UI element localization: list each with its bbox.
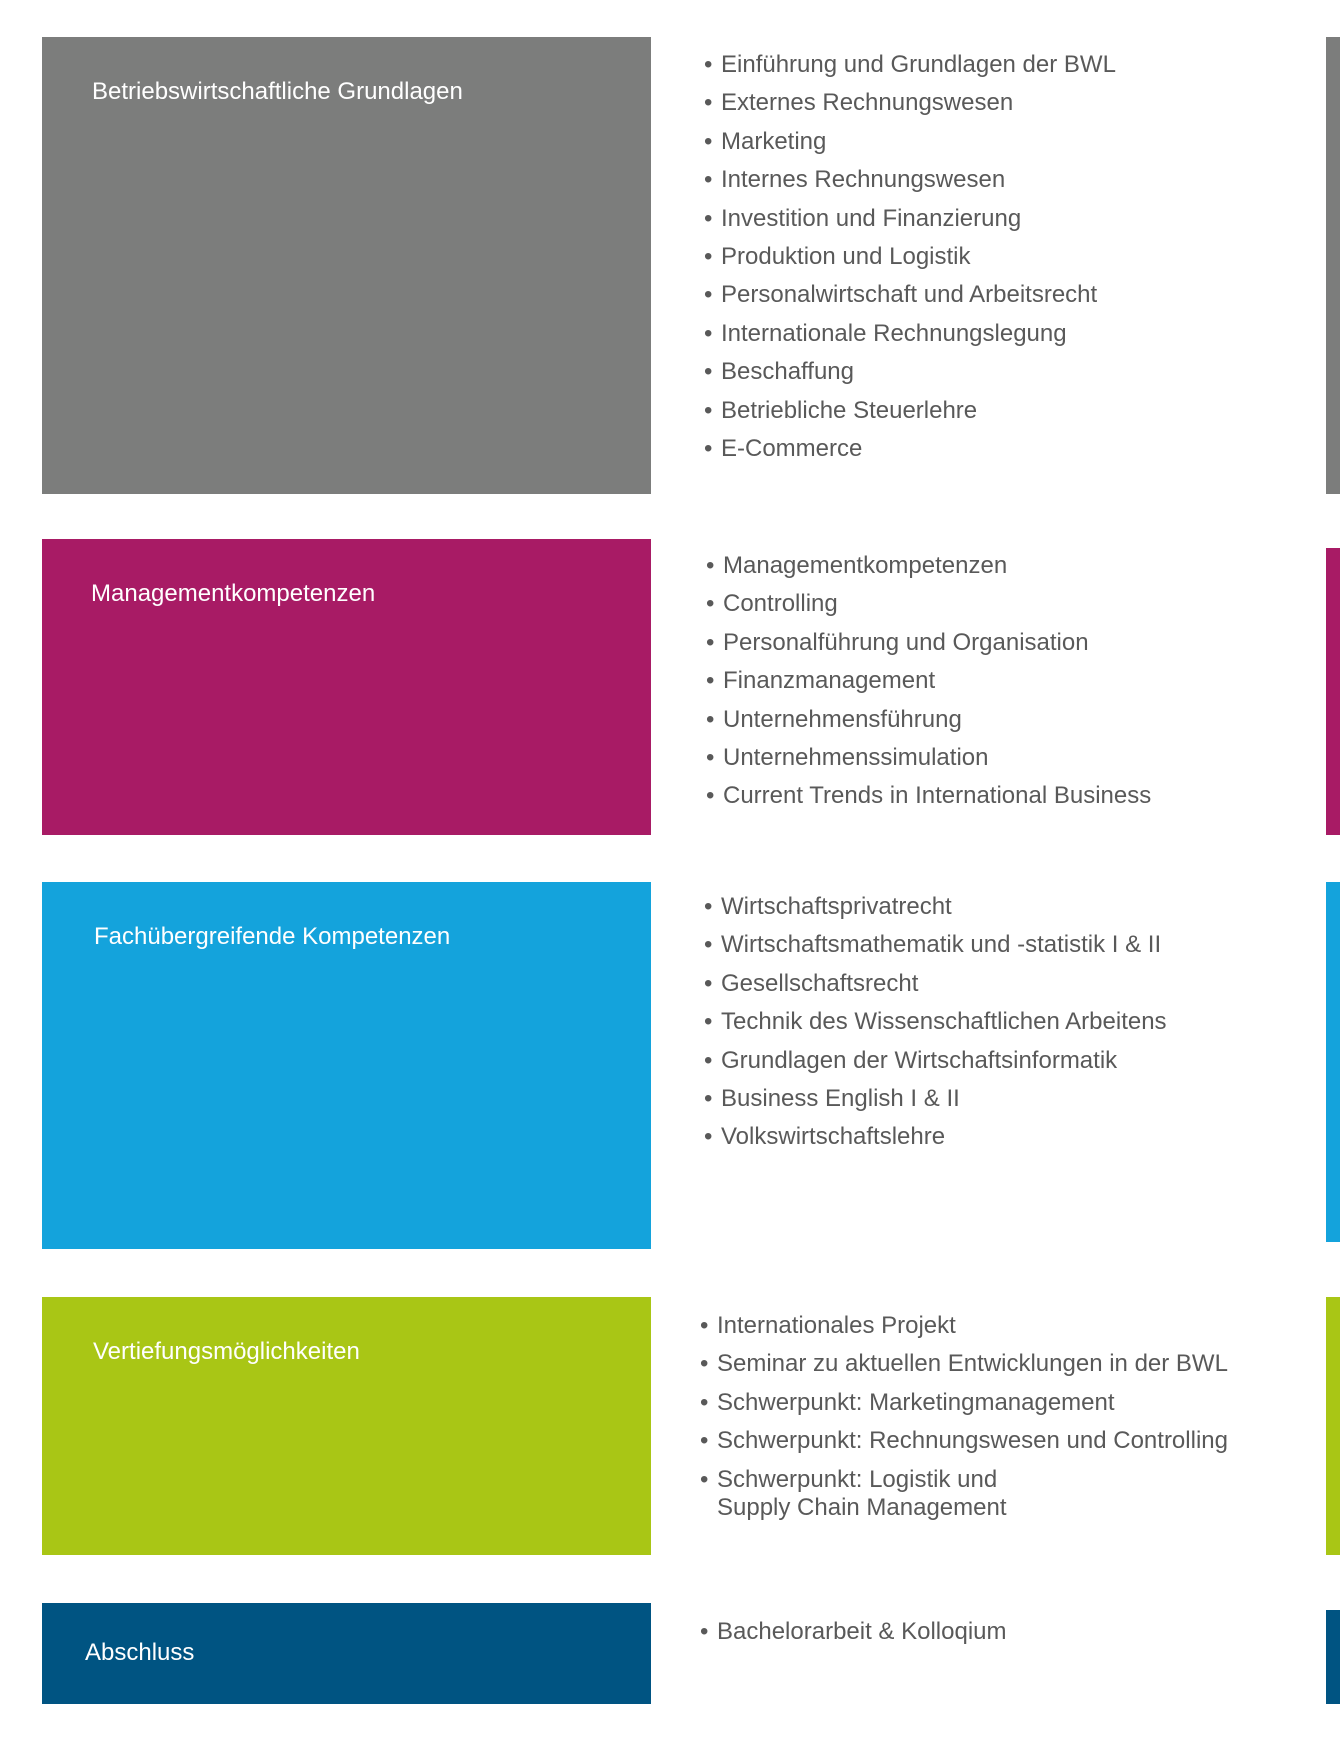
course-item-label: Schwerpunkt: Logistik und Supply Chain Management bbox=[717, 1465, 1007, 1521]
course-item bbox=[704, 926, 1167, 964]
category-block bbox=[42, 882, 651, 1249]
course-item bbox=[706, 585, 1151, 623]
course-item-label: Schwerpunkt: Marketingmanagement bbox=[717, 1388, 1115, 1416]
category-block bbox=[42, 1603, 651, 1704]
course-list bbox=[700, 1307, 1228, 1522]
course-item-label: Current Trends in International Business bbox=[723, 782, 1152, 810]
course-item-label: Einführung und Grundlagen der BWL bbox=[721, 51, 1116, 78]
course-item bbox=[704, 392, 1116, 430]
course-item bbox=[706, 777, 1151, 815]
section-betriebswirtschaftliche-grundlagen bbox=[0, 37, 1340, 494]
course-item bbox=[706, 547, 1151, 585]
edge-bar bbox=[1326, 882, 1340, 1242]
course-item bbox=[704, 46, 1116, 84]
edge-bar bbox=[1326, 1610, 1340, 1704]
category-title: Fachübergreifende Kompetenzen bbox=[94, 923, 451, 950]
course-item bbox=[704, 161, 1116, 199]
course-item bbox=[704, 965, 1167, 1003]
course-item bbox=[704, 1080, 1167, 1118]
course-item bbox=[700, 1613, 1007, 1651]
category-title: Managementkompetenzen bbox=[91, 580, 376, 607]
category-block bbox=[42, 37, 651, 494]
course-item-label: Externes Rechnungswesen bbox=[721, 89, 1014, 117]
course-item-label: Produktion und Logistik bbox=[721, 243, 971, 271]
course-item-label: Wirtschaftsprivatrecht bbox=[721, 893, 952, 920]
course-item-label: Seminar zu aktuellen Entwicklungen in der BWL bbox=[717, 1350, 1228, 1378]
course-item-label: Unternehmensführung bbox=[723, 705, 962, 733]
course-item-label: Betriebliche Steuerlehre bbox=[721, 396, 978, 424]
course-item-label: Internationales Projekt bbox=[717, 1312, 956, 1339]
section-abschluss bbox=[0, 1603, 1340, 1704]
course-item-label: Finanzmanagement bbox=[723, 667, 936, 695]
course-item bbox=[706, 624, 1151, 662]
course-list bbox=[704, 46, 1116, 468]
course-item bbox=[706, 701, 1151, 739]
course-item-label: Internes Rechnungswesen bbox=[721, 166, 1006, 194]
course-item bbox=[704, 353, 1116, 391]
course-item bbox=[704, 430, 1116, 468]
course-item bbox=[704, 888, 1167, 926]
category-title: Betriebswirtschaftliche Grundlagen bbox=[92, 78, 463, 105]
course-item-label: Bachelorarbeit & Kolloqium bbox=[717, 1618, 1007, 1645]
course-item-label: Schwerpunkt: Rechnungswesen und Controlling bbox=[717, 1427, 1228, 1455]
course-list bbox=[706, 547, 1151, 816]
course-item bbox=[704, 123, 1116, 161]
edge-bar bbox=[1326, 37, 1340, 494]
course-item bbox=[704, 1003, 1167, 1041]
category-title: Vertiefungsmöglichkeiten bbox=[93, 1338, 360, 1365]
course-item-label: Personalführung und Organisation bbox=[723, 628, 1089, 656]
course-item-label: Controlling bbox=[723, 590, 838, 618]
course-list bbox=[704, 888, 1167, 1157]
course-item bbox=[704, 1118, 1167, 1156]
edge-bar bbox=[1326, 548, 1340, 835]
course-item bbox=[704, 238, 1116, 276]
section-vertiefungsmoeglichkeiten bbox=[0, 1297, 1340, 1555]
course-item bbox=[700, 1461, 1228, 1522]
course-item bbox=[704, 1042, 1167, 1080]
course-item-label: Marketing bbox=[721, 127, 827, 155]
course-item bbox=[700, 1422, 1228, 1460]
section-managementkompetenzen bbox=[0, 539, 1340, 835]
course-item-label: Gesellschaftsrecht bbox=[721, 969, 919, 997]
course-item-label: Internationale Rechnungslegung bbox=[721, 319, 1067, 347]
course-item-label: Business English I & II bbox=[721, 1085, 960, 1113]
course-item-label: Managementkompetenzen bbox=[723, 552, 1008, 579]
course-item-label: Unternehmenssimulation bbox=[723, 744, 989, 772]
section-fachuebergreifende-kompetenzen bbox=[0, 882, 1340, 1249]
course-item bbox=[706, 662, 1151, 700]
course-item-label: Investition und Finanzierung bbox=[721, 204, 1022, 232]
course-item bbox=[704, 84, 1116, 122]
course-item-label: Technik des Wissenschaftlichen Arbeitens bbox=[721, 1008, 1167, 1036]
category-block bbox=[42, 539, 651, 835]
course-item-label: Grundlagen der Wirtschaftsinformatik bbox=[721, 1046, 1118, 1074]
course-list bbox=[700, 1613, 1007, 1651]
course-item bbox=[706, 739, 1151, 777]
course-item-label: Personalwirtschaft und Arbeitsrecht bbox=[721, 281, 1098, 309]
course-item bbox=[704, 276, 1116, 314]
category-block bbox=[42, 1297, 651, 1555]
course-item bbox=[704, 315, 1116, 353]
course-item bbox=[700, 1345, 1228, 1383]
course-item bbox=[700, 1384, 1228, 1422]
category-title: Abschluss bbox=[85, 1639, 195, 1666]
course-item-label: Volkswirtschaftslehre bbox=[721, 1123, 946, 1151]
course-item-label: Wirtschaftsmathematik und -statistik I & II bbox=[721, 931, 1162, 959]
edge-bar bbox=[1326, 1297, 1340, 1555]
course-item-label: E-Commerce bbox=[721, 435, 863, 463]
course-item bbox=[700, 1307, 1228, 1345]
course-item bbox=[704, 200, 1116, 238]
course-item-label: Beschaffung bbox=[721, 358, 854, 386]
